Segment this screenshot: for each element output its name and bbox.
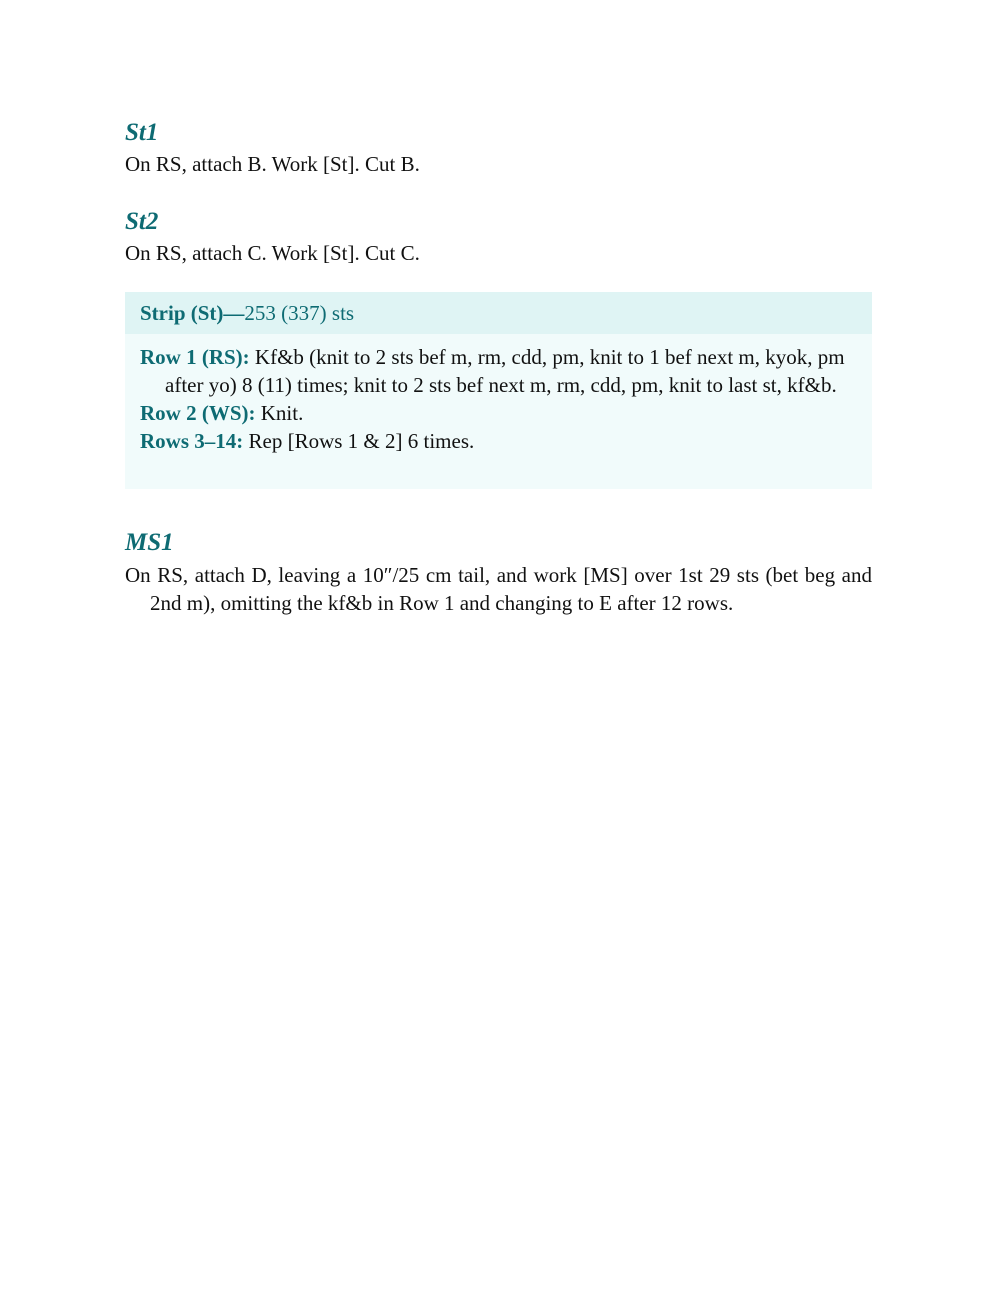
row-label: Row 1 (RS): bbox=[140, 345, 250, 369]
strip-box-title: Strip (St)— bbox=[140, 301, 245, 325]
section-heading-ms1: MS1 bbox=[125, 529, 174, 556]
row-instruction bbox=[140, 399, 860, 427]
section-heading-st1: St1 bbox=[125, 119, 159, 146]
strip-box-header bbox=[125, 292, 872, 334]
section-text-ms1: On RS, attach D, leaving a 10″/25 cm tail, and work [MS] over 1st 29 sts (bet beg and 2nd m), omitting the kf&b in Row 1 and changing to E after 12 rows. bbox=[125, 563, 872, 615]
strip-box-body bbox=[125, 334, 872, 455]
row-instruction bbox=[140, 427, 860, 455]
row-label: Rows 3–14: bbox=[140, 429, 244, 453]
row-text: Knit. bbox=[255, 401, 304, 425]
row-instruction bbox=[140, 343, 860, 399]
section-heading-st2: St2 bbox=[125, 208, 159, 235]
section-text-st1: On RS, attach B. Work [St]. Cut B. bbox=[125, 152, 420, 176]
strip-instruction-box bbox=[125, 292, 872, 489]
section-text-st2: On RS, attach C. Work [St]. Cut C. bbox=[125, 241, 420, 265]
row-text: Kf&b (knit to 2 sts bef m, rm, cdd, pm, knit to 1 bef next m, kyok, pm after yo) 8 (11) times; knit to 2 sts bef next m, rm, cdd, pm, knit to last st, kf&b. bbox=[165, 345, 845, 397]
row-text: Rep [Rows 1 & 2] 6 times. bbox=[243, 429, 475, 453]
row-label: Row 2 (WS): bbox=[140, 401, 256, 425]
strip-box-stitch-count: 253 (337) sts bbox=[244, 301, 355, 325]
